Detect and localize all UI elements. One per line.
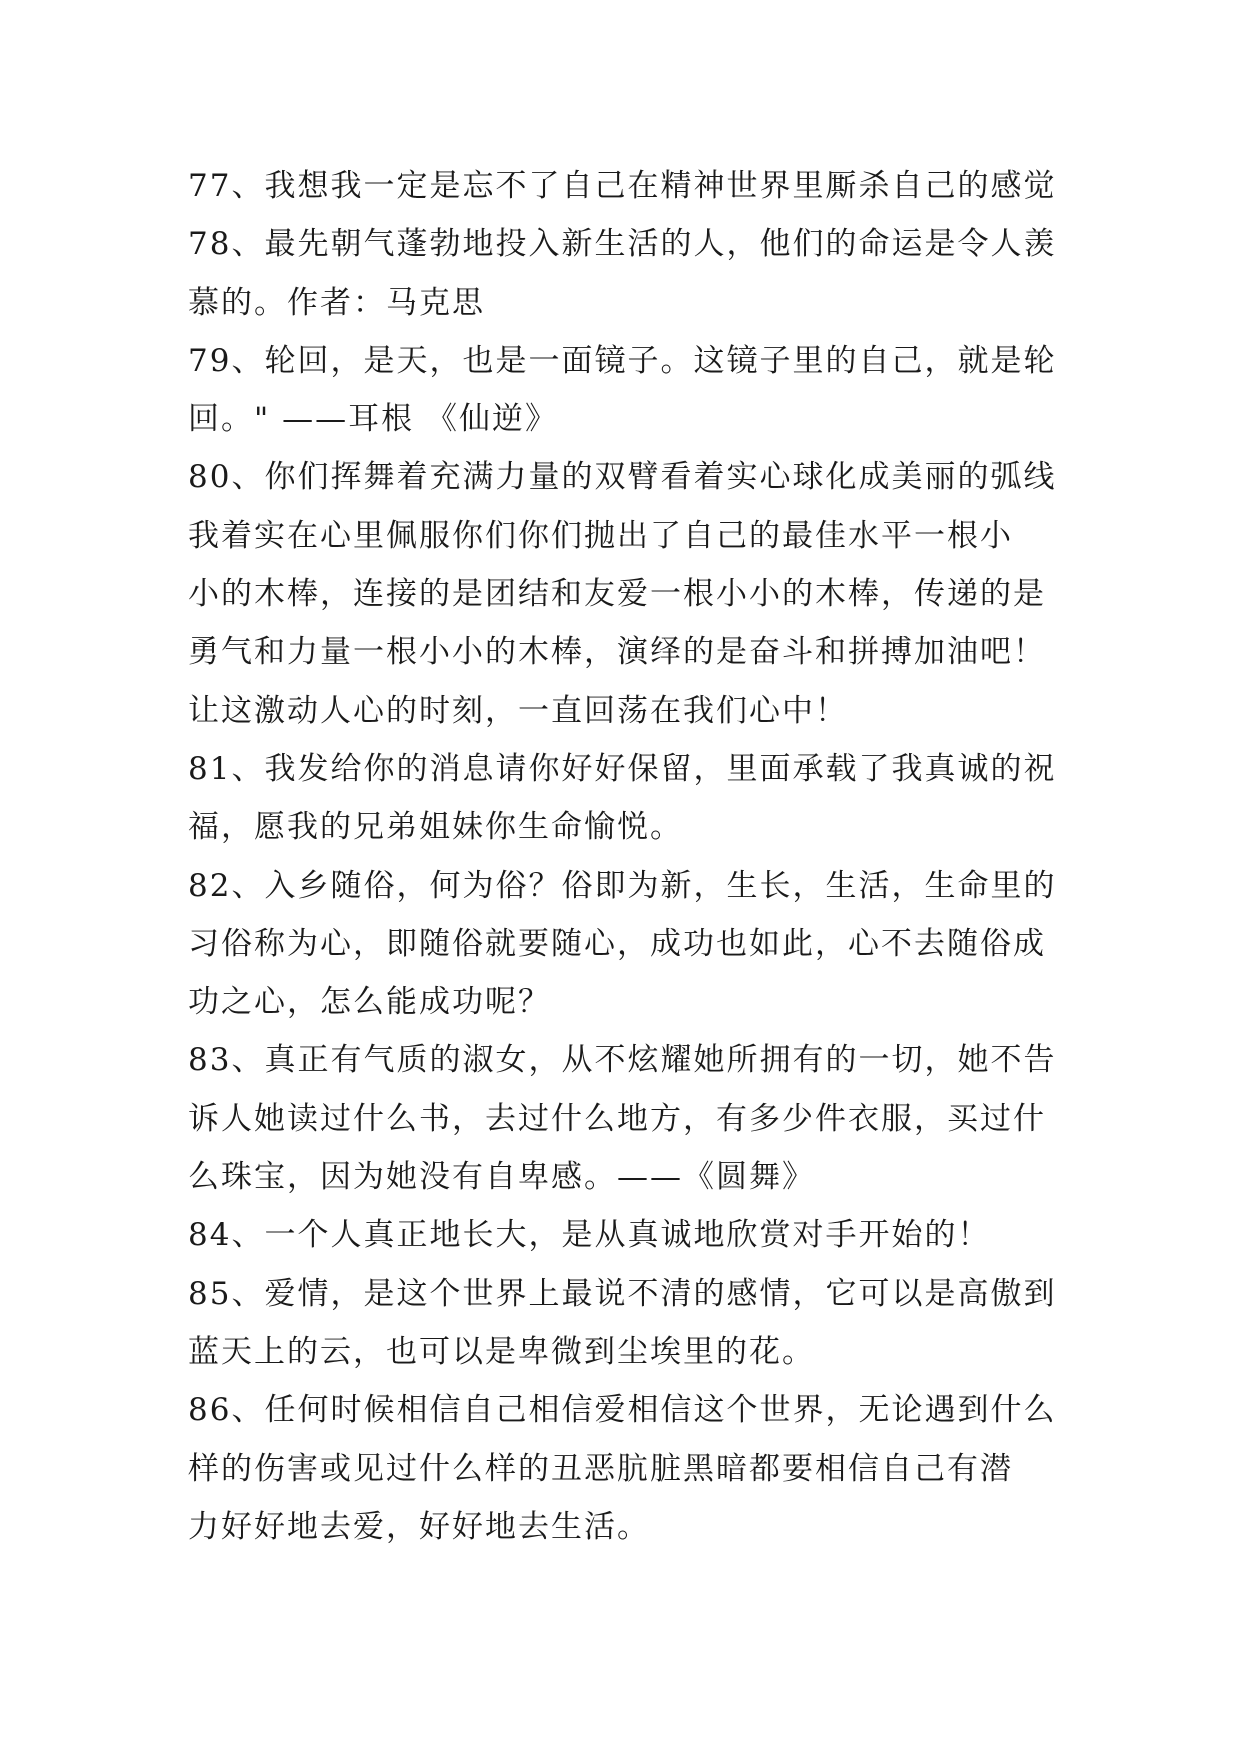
text-line: 78、最先朝气蓬勃地投入新生活的人，他们的命运是令人羡 — [188, 226, 1057, 263]
text-line: 慕的。作者：马克思 — [188, 284, 485, 321]
text-line: 勇气和力量一根小小的木棒，演绎的是奋斗和拼搏加油吧！ — [188, 634, 1046, 671]
text-line: 诉人她读过什么书，去过什么地方，有多少件衣服，买过什 — [188, 1100, 1046, 1137]
document-body — [188, 157, 1068, 1556]
text-line: 86、任何时候相信自己相信爱相信这个世界，无论遇到什么 — [188, 1392, 1057, 1429]
text-line: 样的伤害或见过什么样的丑恶肮脏黑暗都要相信自己有潜 — [188, 1450, 1013, 1487]
text-line: 79、轮回，是天，也是一面镜子。这镜子里的自己，就是轮 — [188, 342, 1057, 379]
text-line: 蓝天上的云，也可以是卑微到尘埃里的花。 — [188, 1333, 815, 1370]
text-line: 77、我想我一定是忘不了自己在精神世界里厮杀自己的感觉 — [188, 168, 1057, 204]
text-line: 小的木棒，连接的是团结和友爱一根小小的木棒，传递的是 — [188, 576, 1046, 613]
text-line: 回。" ——耳根 《仙逆》 — [188, 401, 558, 438]
text-line: 功之心，怎么能成功呢？ — [188, 984, 551, 1021]
text-line: 85、爱情，是这个世界上最说不清的感情，它可以是高傲到 — [188, 1275, 1057, 1312]
text-line: 82、入乡随俗，何为俗？俗即为新，生长，生活，生命里的 — [188, 867, 1057, 904]
text-line: 84、一个人真正地长大，是从真诚地欣赏对手开始的！ — [188, 1217, 991, 1254]
text-line: 我着实在心里佩服你们你们抛出了自己的最佳水平一根小 — [188, 517, 1013, 554]
text-line: 力好好地去爱，好好地去生活。 — [188, 1508, 650, 1545]
text-line: 81、我发给你的消息请你好好保留，里面承载了我真诚的祝 — [188, 750, 1057, 787]
text-line: 习俗称为心，即随俗就要随心，成功也如此，心不去随俗成 — [188, 925, 1046, 962]
text-line: 么珠宝，因为她没有自卑感。——《圆舞》 — [188, 1159, 815, 1196]
text-line: 80、你们挥舞着充满力量的双臂看着实心球化成美丽的弧线 — [188, 459, 1057, 496]
text-line: 福，愿我的兄弟姐妹你生命愉悦。 — [188, 809, 683, 846]
text-line: 83、真正有气质的淑女，从不炫耀她所拥有的一切，她不告 — [188, 1042, 1057, 1079]
text-line: 让这激动人心的时刻，一直回荡在我们心中！ — [188, 692, 848, 729]
